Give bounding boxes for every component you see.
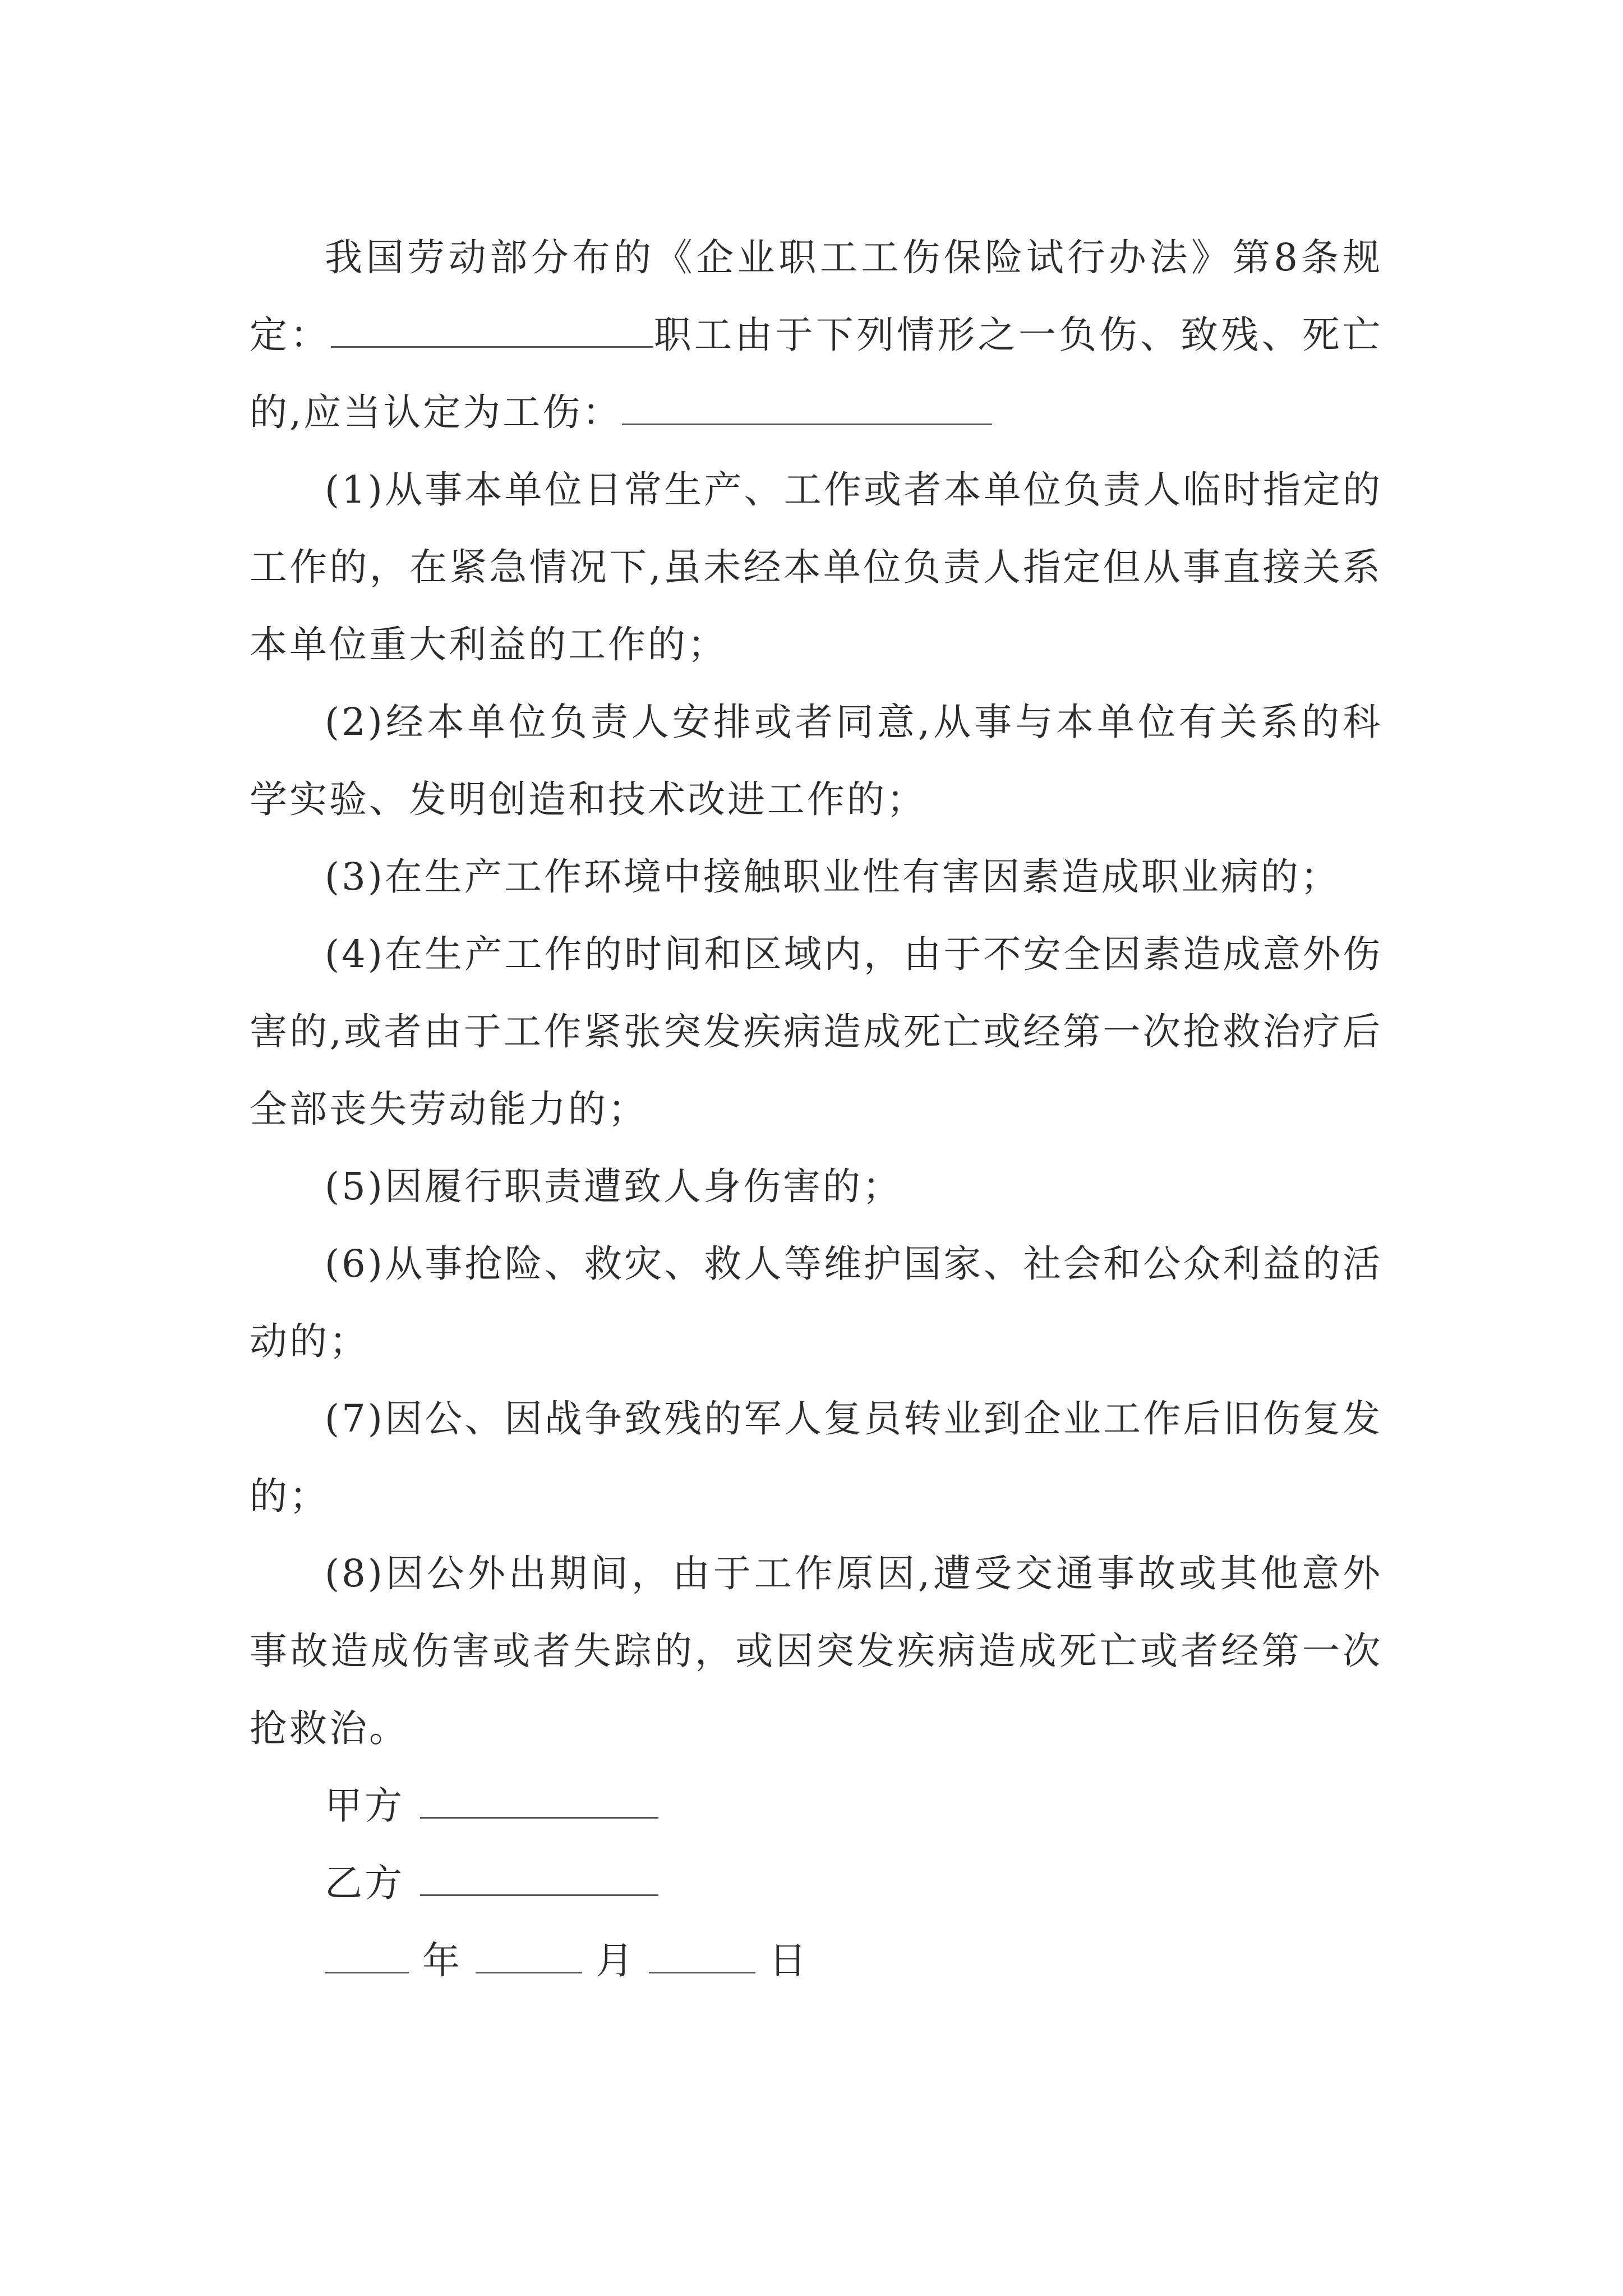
party-b-blank — [420, 1861, 658, 1896]
intro-text-b: 职工由于下列情形之一负伤、致残、死亡的,应当认定为工伤： — [250, 313, 1382, 434]
list-item: (8)因公外出期间，由于工作原因,遭受交通事故或其他意外事故造成伤害或者失踪的，或因突发疾病造成死亡或者经第一次抢救治。 — [250, 1552, 1382, 1750]
month-label: 月 — [596, 1939, 635, 1982]
list-item: (7)因公、因战争致残的军人复员转业到企业工作后旧伤复发的； — [250, 1397, 1382, 1518]
list-item: (6)从事抢险、救灾、救人等维护国家、社会和公众利益的活动的； — [250, 1242, 1382, 1363]
month-blank — [476, 1938, 582, 1973]
list-item: (4)在生产工作的时间和区域内，由于不安全因素造成意外伤害的,或者由于工作紧张突发疾病造成死亡或经第一次抢救治疗后全部丧失劳动能力的； — [250, 932, 1382, 1131]
day-label: 日 — [769, 1939, 809, 1982]
date-line — [250, 1922, 1382, 1999]
year-blank — [325, 1938, 409, 1973]
intro-paragraph — [250, 219, 1382, 451]
party-a-blank — [420, 1783, 658, 1819]
party-a-label: 甲方 — [325, 1784, 404, 1828]
document-body — [250, 219, 1382, 1999]
list-item: (3)在生产工作环境中接触职业性有害因素造成职业病的； — [325, 855, 1340, 899]
blank-line — [331, 312, 653, 348]
blank-line — [622, 390, 992, 425]
list-item: (2)经本单位负责人安排或者同意,从事与本单位有关系的科学实验、发明创造和技术改进工作的； — [250, 700, 1382, 821]
list-item: (5)因履行职责遭致人身伤害的； — [325, 1165, 902, 1208]
intro-text-a: 我国劳动部分布的《企业职工工伤保险试行办法》第8条规定： — [250, 236, 1382, 357]
party-a-line — [250, 1767, 1382, 1844]
day-blank — [649, 1938, 755, 1973]
party-b-line — [250, 1844, 1382, 1922]
list-item: (1)从事本单位日常生产、工作或者本单位负责人临时指定的工作的，在紧急情况下,虽未经本单位负责人指定但从事直接关系本单位重大利益的工作的； — [250, 468, 1382, 666]
year-label: 年 — [422, 1939, 462, 1982]
party-b-label: 乙方 — [325, 1861, 404, 1905]
